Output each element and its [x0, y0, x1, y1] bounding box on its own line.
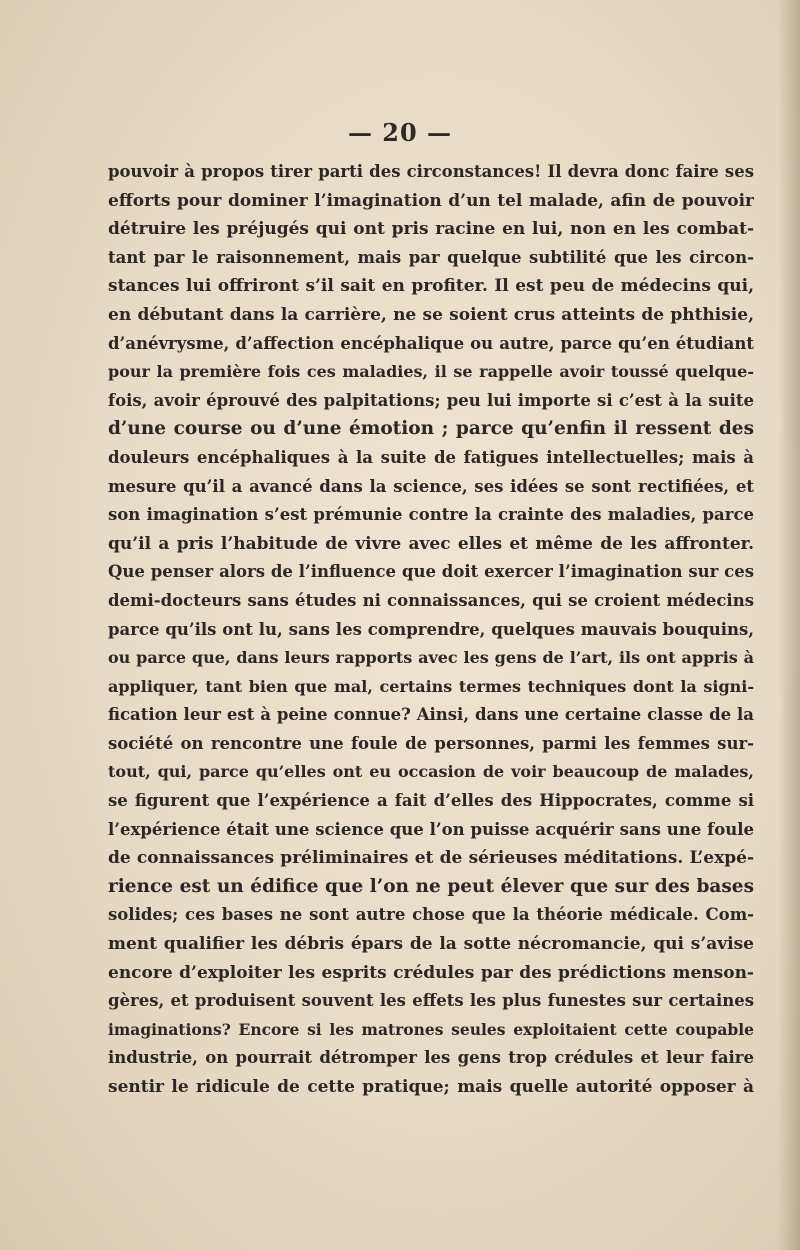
text-line: rience est un édifice que l’on ne peut élever que sur des bases [108, 875, 754, 897]
text-line: d’anévrysme, d’affection encéphalique ou autre, parce qu’en étudiant [108, 333, 754, 353]
page-edge-shadow [778, 0, 800, 1250]
text-line: Que penser alors de l’influence que doit exercer l’imagination sur ces [108, 562, 754, 582]
text-line: encore d’exploiter les esprits crédules par des prédictions menson- [108, 962, 754, 983]
text-line: gères, et produisent souvent les effets les plus funestes sur certaines [108, 991, 754, 1011]
text-line: industrie, on pourrait détromper les gens trop crédules et leur faire [108, 1048, 754, 1068]
text-line: solides; ces bases ne sont autre chose que la théorie médicale. Com- [108, 905, 754, 925]
text-line: demi-docteurs sans études ni connaissances, qui se croient médecins [108, 590, 754, 610]
body-text [108, 158, 754, 1102]
text-line: son imagination s’est prémunie contre la crainte des maladies, parce [108, 505, 754, 525]
text-line: efforts pour dominer l’imagination d’un tel malade, afin de pouvoir [108, 190, 754, 211]
text-line: mesure qu’il a avancé dans la science, ses idées se sont rectifiées, et [108, 476, 754, 496]
text-line: douleurs encéphaliques à la suite de fatigues intellectuelles; mais à [108, 447, 754, 467]
page-number: — 20 — [347, 118, 453, 147]
text-line: se figurent que l’expérience a fait d’elles des Hippocrates, comme si [108, 791, 754, 811]
text-line: ment qualifier les débris épars de la sotte nécromancie, qui s’avise [108, 934, 754, 955]
text-line: qu’il a pris l’habitude de vivre avec elles et même de les affronter. [108, 533, 754, 554]
text-line: imaginations? Encore si les matrones seules exploitaient cette coupable [108, 1019, 754, 1039]
text-line: de connaissances préliminaires et de sérieuses méditations. L’expé- [108, 848, 754, 869]
text-line: tout, qui, parce qu’elles ont eu occasion de voir beaucoup de malades, [108, 762, 754, 782]
text-line: stances lui offriront s’il sait en profiter. Il est peu de médecins qui, [108, 276, 754, 297]
text-line: l’expérience était une science que l’on puisse acquérir sans une foule [108, 819, 754, 839]
text-line: appliquer, tant bien que mal, certains termes techniques dont la signi- [108, 676, 754, 696]
text-line: en débutant dans la carrière, ne se soient crus atteints de phthisie, [108, 304, 754, 325]
text-line: société on rencontre une foule de personnes, parmi les femmes sur- [108, 733, 754, 753]
text-line: pour la première fois ces maladies, il se rappelle avoir toussé quelque- [108, 362, 754, 382]
text-line: tant par le raisonnement, mais par quelque subtilité que les circon- [108, 247, 754, 267]
text-line: fication leur est à peine connue? Ainsi, dans une certaine classe de la [108, 705, 754, 725]
text-line: parce qu’ils ont lu, sans les comprendre, quelques mauvais bouquins, [108, 619, 754, 639]
text-line: pouvoir à propos tirer parti des circonstances! Il devra donc faire ses [108, 162, 754, 181]
text-line: sentir le ridicule de cette pratique; mais quelle autorité opposer à [108, 1077, 754, 1097]
text-line: détruire les préjugés qui ont pris racine en lui, non en les combat- [108, 219, 754, 240]
text-line: fois, avoir éprouvé des palpitations; peu lui importe si c’est à la suite [108, 390, 754, 410]
text-line: d’une course ou d’une émotion ; parce qu’enfin il ressent des [108, 418, 754, 440]
text-line: ou parce que, dans leurs rapports avec les gens de l’art, ils ont appris à [108, 648, 754, 668]
